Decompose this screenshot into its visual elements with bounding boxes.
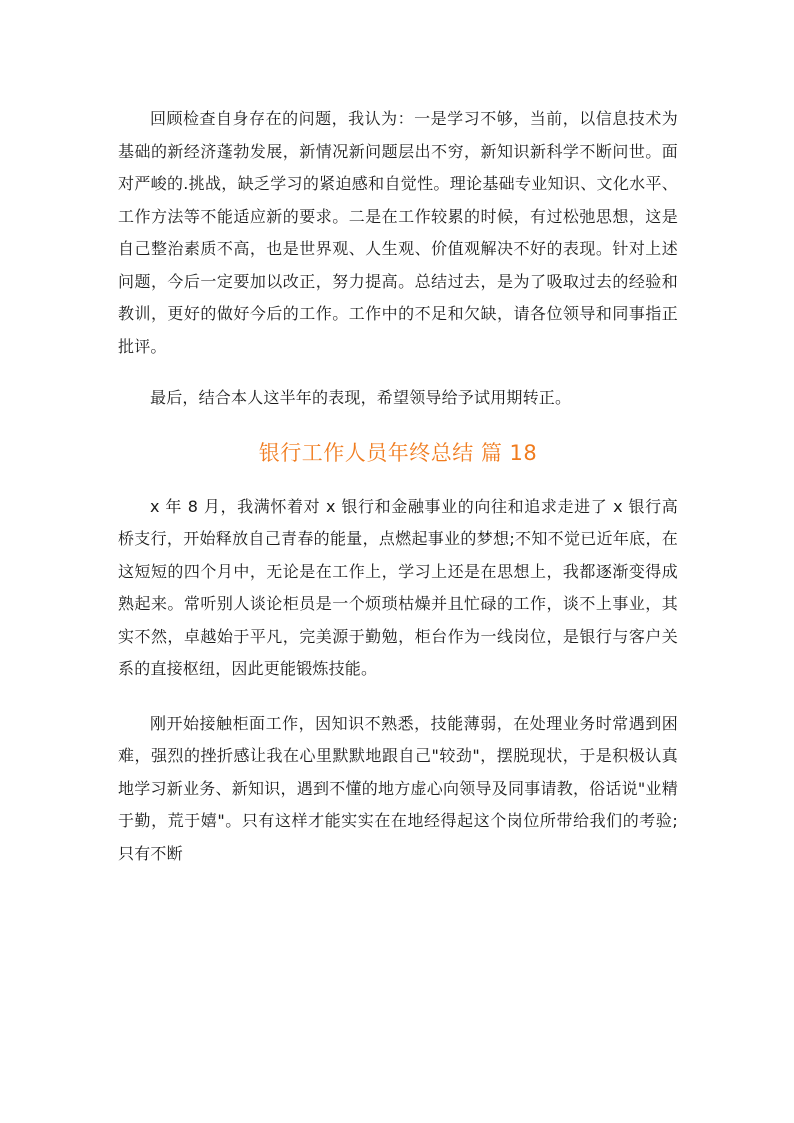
body-paragraph-intro: x 年 8 月，我满怀着对 x 银行和金融事业的向往和追求走进了 x 银行高桥支行，开始释放自己青春的能量，点燃起事业的梦想;不知不觉已近年底，在这短短的四个月中，无论是在工作上，学习上还是在思想上，我都逐渐变得成熟起来。常听别人谈论柜员是一个烦琐枯燥并且忙碌的工作，谈不上事业，其实不然，卓越始于平凡，完美源于勤勉，柜台作为一线岗位，是银行与客户关系的直接枢纽，因此更能锻炼技能。 [118, 496, 678, 678]
document-page [118, 103, 678, 870]
body-paragraph-conclusion: 最后，结合本人这半年的表现，希望领导给予试用期转正。 [150, 388, 572, 407]
body-paragraph-learning: 刚开始接触柜面工作，因知识不熟悉，技能薄弱，在处理业务时常遇到困难，强烈的挫折感让我在心里默默地跟自己"较劲"，摆脱现状，于是积极认真地学习新业务、新知识，遇到不懂的地方虚心向领导及同事请教，俗话说"业精于勤，荒于嬉"。只有这样才能实实在在地经得起这个岗位所带给我们的考验;只有不断 [118, 713, 678, 863]
body-paragraph-self-review: 回顾检查自身存在的问题，我认为：一是学习不够，当前，以信息技术为基础的新经济蓬勃发展，新情况新问题层出不穷，新知识新科学不断问世。面对严峻的.挑战，缺乏学习的紧迫感和自觉性。理论基础专业知识、文化水平、工作方法等不能适应新的要求。二是在工作较累的时候，有过松弛思想，这是自己整治素质不高，也是世界观、人生观、价值观解决不好的表现。针对上述问题，今后一定要加以改正，努力提高。总结过去，是为了吸取过去的经验和教训，更好的做好今后的工作。工作中的不足和欠缺，请各位领导和同事指正批评。 [118, 109, 678, 356]
section-heading: 银行工作人员年终总结 篇 18 [258, 440, 538, 465]
